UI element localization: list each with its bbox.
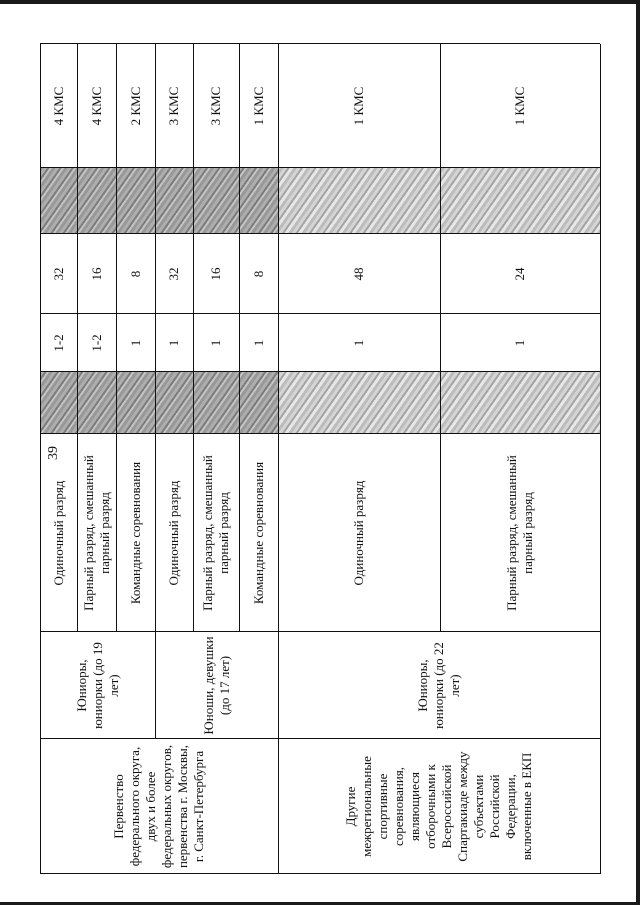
participants-cell: 16	[88, 267, 104, 281]
place-cell: 1	[512, 339, 527, 347]
participants-cell: 48	[351, 267, 366, 281]
place-cell: 1	[166, 339, 181, 347]
rank-cell: 4 КМС	[50, 86, 66, 126]
discipline-cell: Одиночный разряд	[351, 480, 366, 586]
rank-cell: 3 КМС	[166, 86, 181, 126]
age-cell: Юниоры, юниорки (до 22 лет)	[415, 642, 462, 729]
participants-cell: 8	[250, 270, 266, 278]
competition-cell: Другие межрегиональные спортивные соревнования, являющиеся отборочными к Всероссийской Спартакиаде между субъектами Российской Федерации, включенные в ЕКП	[343, 751, 534, 862]
discipline-cell: Одиночный разряд	[166, 480, 181, 586]
discipline-cell: Одиночный разряд	[50, 480, 66, 586]
rank-cell: 3 КМС	[208, 86, 223, 126]
discipline-cell: Парный разряд, смешанный парный разряд	[504, 455, 535, 611]
rank-cell: 2 КМС	[127, 86, 143, 126]
participants-cell: 32	[50, 267, 66, 281]
place-cell: 1	[127, 339, 143, 347]
rank-cell: 1 КМС	[512, 86, 527, 126]
shaded-column-1-lower	[278, 372, 600, 434]
age-cell: Юниоры, юниорки (до 19 лет)	[73, 642, 121, 729]
competition-cell: Первенство федерального округа, двух и более федеральных округов, первенства г. Москвы, г. Санкт-Петербурга	[111, 744, 206, 869]
place-cell: 1	[351, 339, 366, 347]
shaded-column-2	[40, 168, 278, 234]
place-cell: 1-2	[88, 334, 104, 352]
place-cell: 1	[208, 339, 223, 347]
scan-border-top	[0, 0, 640, 4]
rank-cell: 1 КМС	[351, 86, 366, 126]
place-cell: 1-2	[50, 334, 66, 352]
discipline-cell: Командные соревнования	[127, 461, 143, 605]
table-border-bottom	[600, 44, 601, 874]
shaded-column-2-lower	[278, 168, 600, 234]
rank-cell: 4 КМС	[88, 86, 104, 126]
participants-cell: 24	[512, 267, 527, 281]
discipline-cell: Парный разряд, смешанный парный разряд	[80, 455, 112, 611]
shaded-column-1	[40, 372, 278, 434]
age-cell: Юноши, девушки (до 17 лет)	[200, 636, 232, 735]
scan-border-right	[636, 0, 640, 905]
discipline-cell: Парный разряд, смешанный парный разряд	[200, 455, 231, 611]
rotated-table	[40, 44, 600, 874]
participants-cell: 32	[166, 267, 181, 281]
participants-cell: 8	[127, 270, 143, 278]
place-cell: 1	[250, 339, 266, 347]
page-number: 39	[46, 446, 61, 460]
discipline-cell: Командные соревнования	[250, 461, 266, 605]
rank-cell: 1 КМС	[250, 86, 266, 126]
participants-cell: 16	[208, 267, 223, 281]
